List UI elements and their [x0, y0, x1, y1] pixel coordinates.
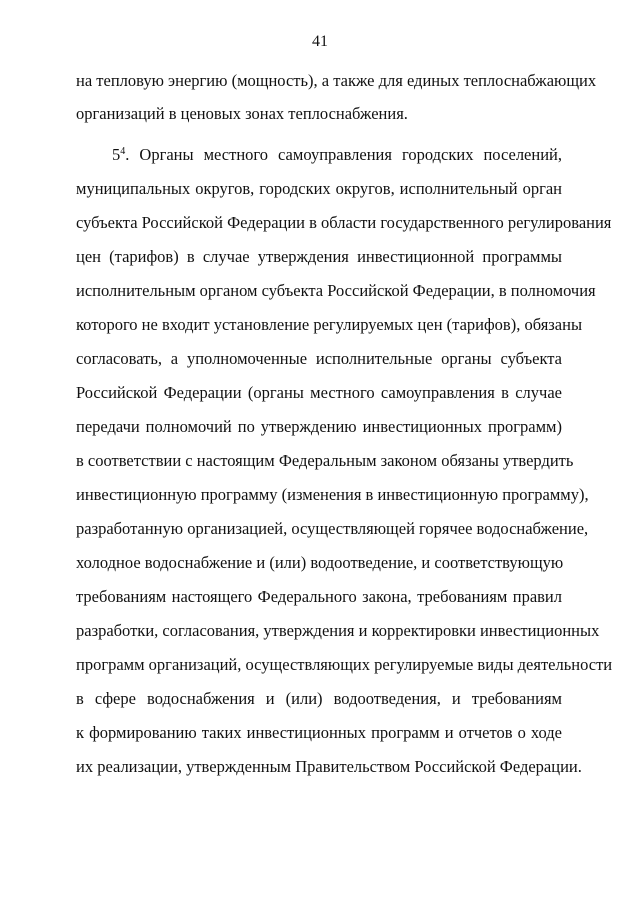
page-number: 41	[312, 33, 328, 50]
text-line: согласовать, а уполномоченные исполнительные органы субъекта	[76, 349, 562, 368]
paragraph-first-line	[112, 145, 562, 165]
text-line: муниципальных округов, городских округов, исполнительный орган	[76, 179, 562, 198]
text-line: программ организаций, осуществляющих регулируемые виды деятельности	[76, 655, 613, 674]
text-line: субъекта Российской Федерации в области государственного регулирования	[76, 213, 612, 232]
paragraph-number: $5^4$	[112, 145, 126, 164]
text-line: на тепловую энергию (мощность), а также для единых теплоснабжающих	[76, 71, 597, 90]
text-line: исполнительным органом субъекта Российской Федерации, в полномочия	[76, 281, 596, 300]
text-line: требованиям настоящего Федерального закона, требованиям правил	[76, 587, 562, 606]
text-line: в соответствии с настоящим Федеральным законом обязаны утвердить	[76, 451, 574, 470]
text-line: в сфере водоснабжения и (или) водоотведения, и требованиям	[76, 689, 562, 708]
text-line: холодное водоснабжение и (или) водоотведение, и соответствующую	[76, 553, 564, 572]
text-line: разработки, согласования, утверждения и корректировки инвестиционных	[76, 621, 600, 640]
text-line: разработанную организацией, осуществляющей горячее водоснабжение,	[76, 519, 589, 538]
text-line: Российской Федерации (органы местного самоуправления в случае	[76, 383, 562, 402]
text-line: передачи полномочий по утверждению инвестиционных программ)	[76, 417, 562, 436]
text-line: к формированию таких инвестиционных программ и отчетов о ходе	[76, 723, 562, 742]
text-line: их реализации, утвержденным Правительством Российской Федерации.	[76, 757, 582, 776]
text-line: цен (тарифов) в случае утверждения инвестиционной программы	[76, 247, 562, 266]
text-line: организаций в ценовых зонах теплоснабжения.	[76, 104, 408, 123]
text-line: которого не входит установление регулируемых цен (тарифов), обязаны	[76, 315, 583, 334]
paragraph-first-line-text: . Органы местного самоуправления городских поселений,	[125, 145, 562, 164]
text-line: инвестиционную программу (изменения в инвестиционную программу),	[76, 485, 589, 504]
